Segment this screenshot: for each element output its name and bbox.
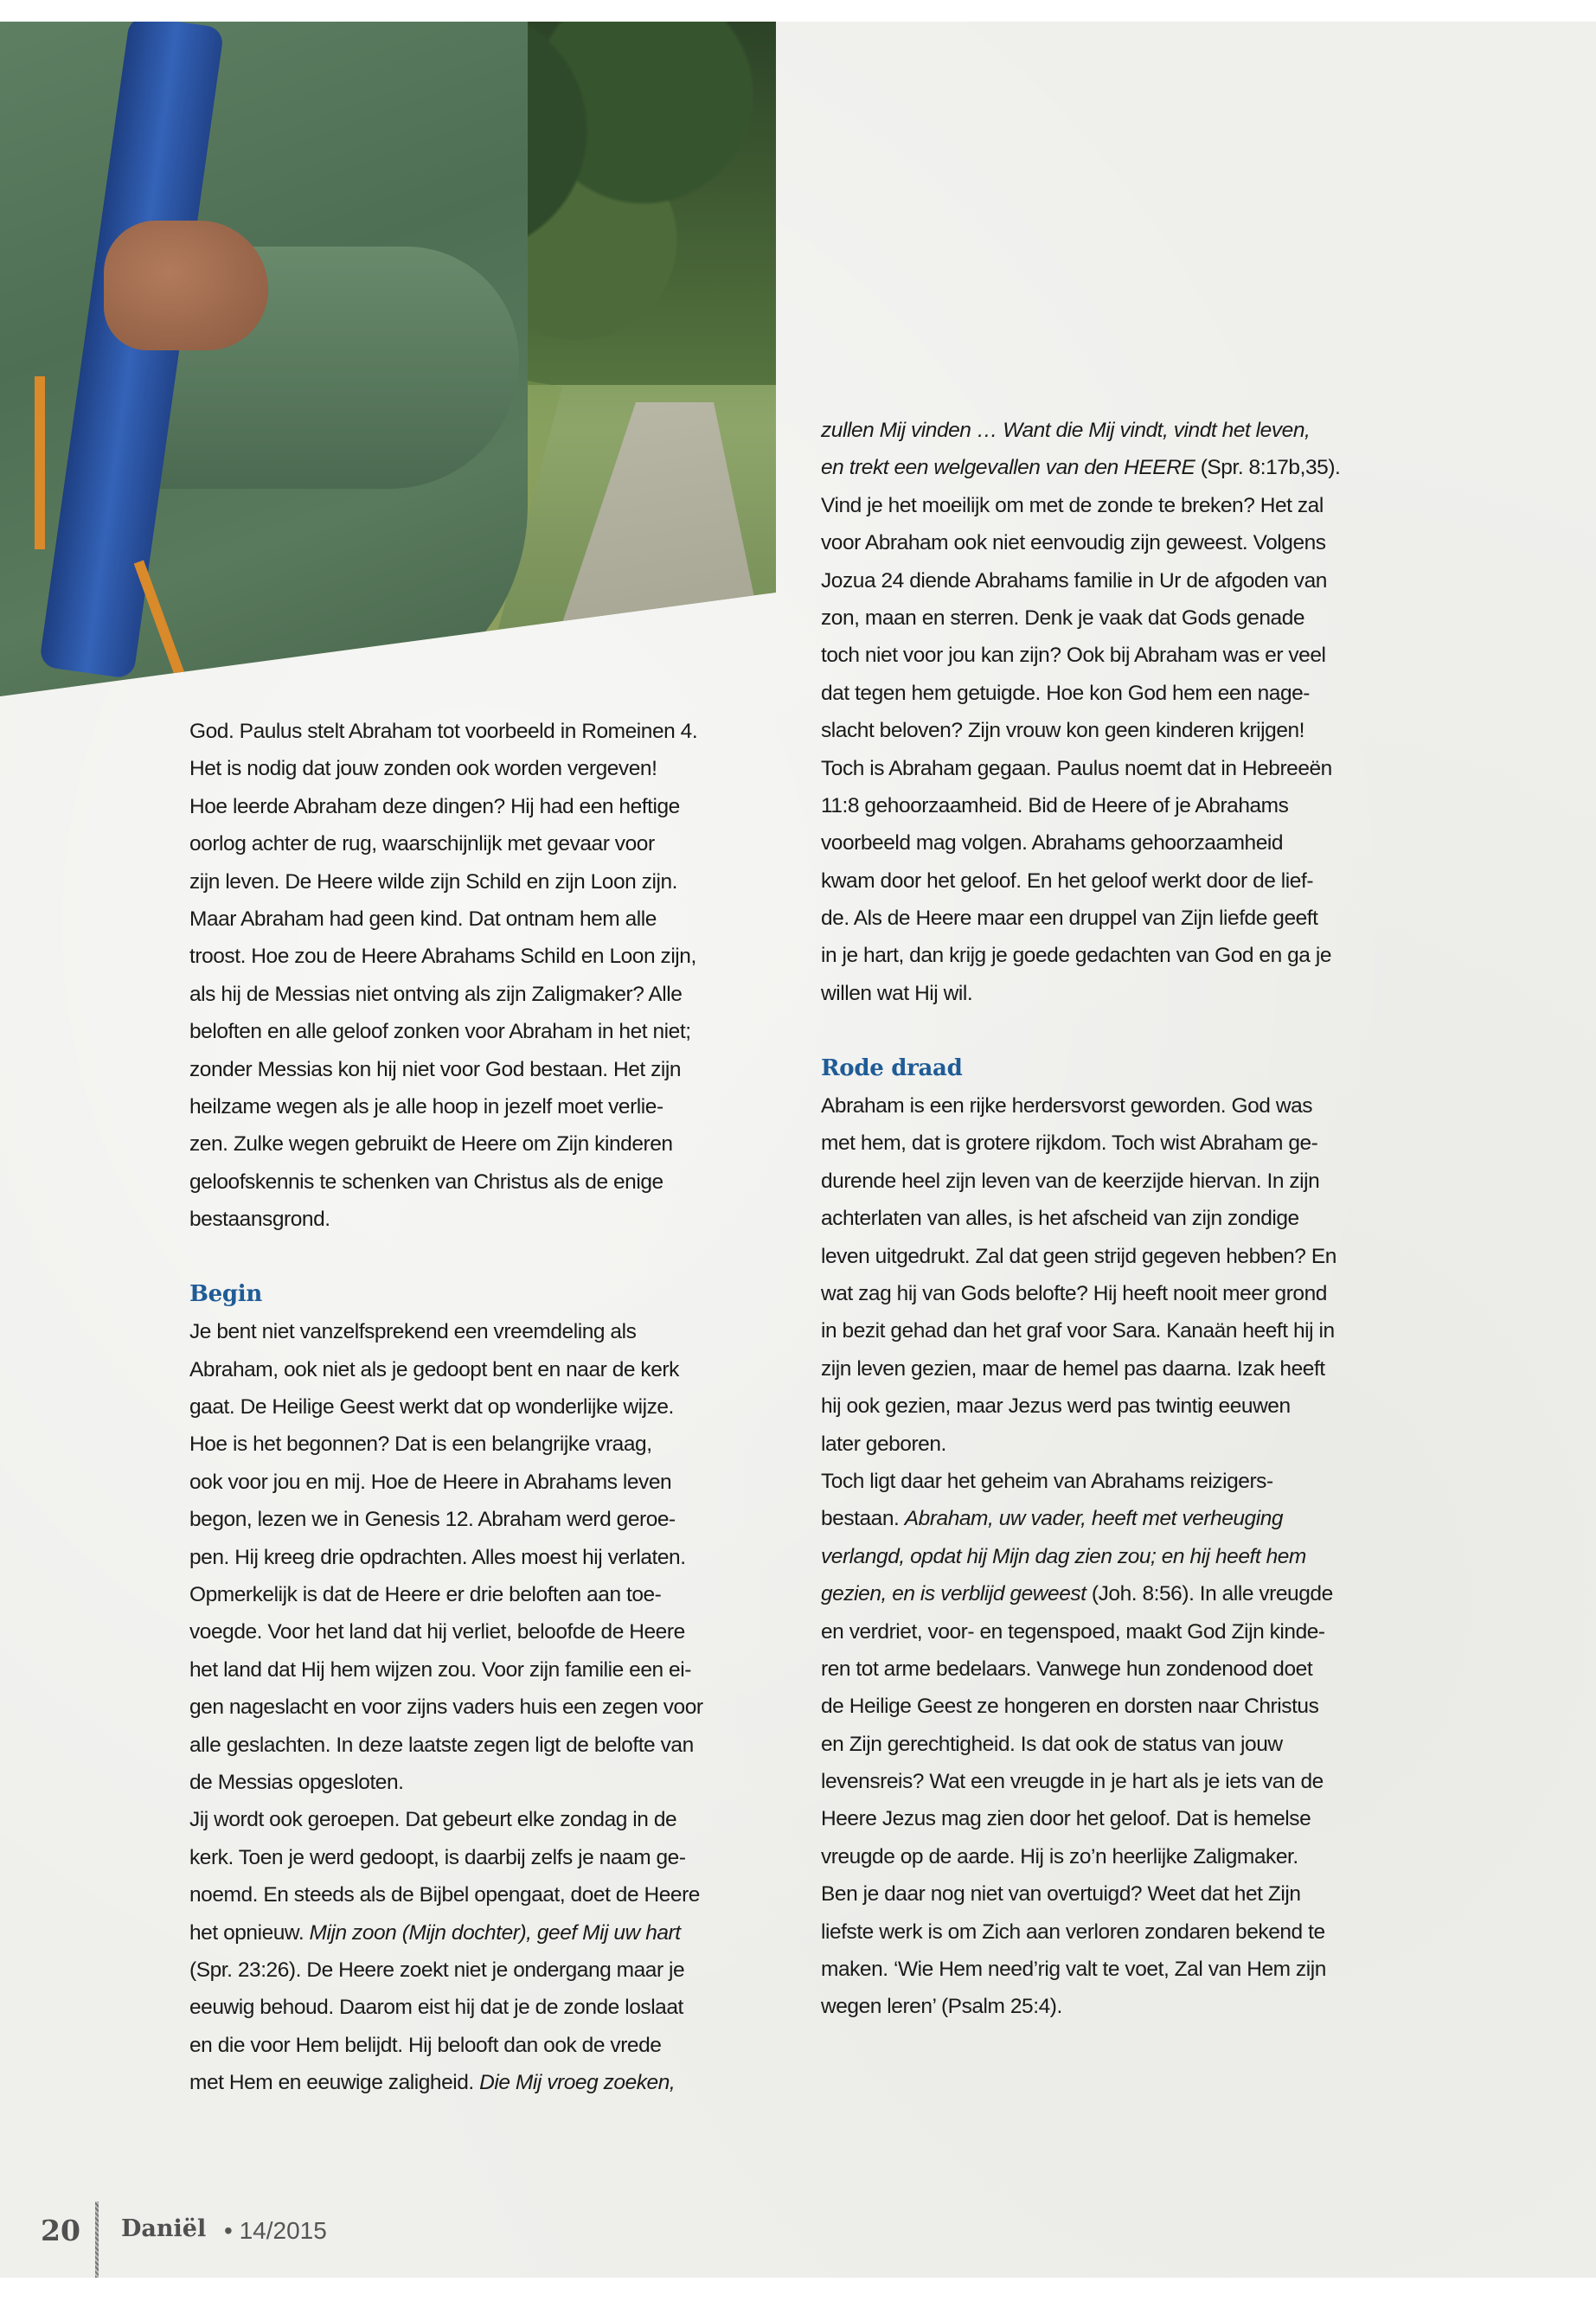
text-line: voor Abraham ook niet eenvoudig zijn geweest. Volgens [821,531,1326,555]
text-segment: bestaan. [821,1507,905,1531]
text-line: begon, lezen we in Genesis 12. Abraham werd geroe- [189,1508,676,1532]
text-line [189,2064,703,2101]
text-segment: (Joh. 8:56). In alle vreugde [1086,1582,1333,1606]
text-line: toch niet voor jou kan zijn? Ook bij Abraham was er veel [821,644,1326,668]
text-line: Jij wordt ook geroepen. Dat gebeurt elke zondag in de [189,1808,677,1832]
text-line: ren tot arme bedelaars. Vanwege hun zondenood doet [821,1657,1313,1681]
text-line: Abraham, ook niet als je gedoopt bent en naar de kerk [189,1357,679,1381]
text-line: als hij de Messias niet ontving als zijn Zaligmaker? Alle [189,982,683,1006]
text-line: leven uitgedrukt. Zal dat geen strijd gegeven hebben? En [821,1244,1336,1268]
text-line: gaat. De Heilige Geest werkt dat op wonderlijke wijze. [189,1395,674,1420]
text-line: Het is nodig dat jouw zonden ook worden vergeven! [189,757,657,781]
blank-line [189,1238,703,1275]
quote-italic: Mijn zoon (Mijn dochter), geef Mij uw hart [309,1920,681,1945]
text-line: geloofskennis te schenken van Christus als de enige [189,1170,663,1194]
text-segment: het opnieuw. [189,1920,310,1945]
text-line: durende heel zijn leven van de keerzijde hiervan. In zijn [821,1169,1320,1193]
left-text-column [189,713,703,2101]
quote-italic: verlangd, opdat hij Mijn dag zien zou; en hij heeft hem [821,1544,1306,1568]
text-line: dat tegen hem getuigde. Hoe kon God hem een nage- [821,681,1311,705]
hand [104,221,268,350]
text-line: Maar Abraham had geen kind. Dat ontnam hem alle [189,907,657,931]
quote-italic: en trekt een welgevallen van den HEERE [821,456,1195,480]
text-line: gen nageslacht en voor zijns vaders huis een zegen voor [189,1695,703,1720]
text-line [821,1538,1340,1575]
text-line: slacht beloven? Zijn vrouw kon geen kinderen krijgen! [821,719,1305,743]
text-line: zon, maan en sterren. Denk je vaak dat Gods genade [821,606,1305,630]
text-segment: met Hem en eeuwige zaligheid. [189,2071,480,2095]
text-line: beloften en alle geloof zonken voor Abraham in het niet; [189,1020,691,1044]
zipper [35,376,45,549]
text-line: Toch ligt daar het geheim van Abrahams reizigers- [821,1469,1273,1493]
section-heading: Rode draad [821,1054,963,1081]
text-line [821,412,1340,449]
text-line: Hoe leerde Abraham deze dingen? Hij had een heftige [189,794,680,818]
text-line: met hem, dat is grotere rijkdom. Toch wist Abraham ge- [821,1131,1318,1156]
text-line: wat zag hij van Gods belofte? Hij heeft nooit meer grond [821,1281,1327,1305]
text-line: bestaansgrond. [189,1208,330,1232]
text-line: en die voor Hem belijdt. Hij belooft dan ook de vrede [189,2033,662,2057]
text-line: het land dat Hij hem wijzen zou. Voor zijn familie een ei- [189,1657,691,1682]
text-line: kerk. Toen je werd gedoopt, is daarbij zelfs je naam ge- [189,1845,686,1869]
text-line: zijn leven. De Heere wilde zijn Schild en zijn Loon zijn. [189,869,678,894]
text-line: voegde. Voor het land dat hij verliet, beloofde de Heere [189,1620,685,1644]
text-line: willen wat Hij wil. [821,981,973,1005]
text-line: alle geslachten. In deze laatste zegen ligt de belofte van [189,1733,694,1757]
text-line: kwam door het geloof. En het geloof werkt door de lief- [821,868,1314,893]
text-line: liefste werk is om Zich aan verloren zondaren bekend te [821,1920,1325,1944]
issue-number: • 14/2015 [224,2217,327,2244]
text-line: zonder Messias kon hij niet voor God bestaan. Het zijn [189,1057,682,1081]
text-line: voorbeeld mag volgen. Abrahams gehoorzaamheid [821,831,1284,856]
text-line: Je bent niet vanzelfsprekend een vreemdeling als [189,1320,637,1344]
blank-line [821,1012,1340,1049]
text-line [189,1914,703,1952]
text-line: God. Paulus stelt Abraham tot voorbeeld in Romeinen 4. [189,720,698,743]
text-line: in bezit gehad dan het graf voor Sara. Kanaän heeft hij in [821,1319,1335,1343]
text-line: hij ook gezien, maar Jezus werd pas twintig eeuwen [821,1394,1291,1419]
hiker-photo [0,22,776,698]
magazine-name: Daniël [121,2215,207,2242]
text-line: zen. Zulke wegen gebruikt de Heere om Zijn kinderen [189,1132,673,1157]
text-line: levensreis? Wat een vreugde in je hart als je iets van de [821,1770,1324,1794]
text-line [821,1575,1340,1612]
text-line: in je hart, dan krijg je goede gedachten van God en ga je [821,944,1332,968]
quote-italic: Die Mij vroeg zoeken, [479,2071,676,2095]
text-line: zijn leven gezien, maar de hemel pas daarna. Izak heeft [821,1356,1325,1381]
text-line: vreugde op de aarde. Hij is zo’n heerlijke Zaligmaker. [821,1844,1298,1868]
quote-italic: gezien, en is verblijd geweest [821,1582,1086,1606]
text-line: pen. Hij kreeg drie opdrachten. Alles moest hij verlaten. [189,1545,686,1569]
quote-italic: Abraham, uw vader, heeft met verheuging [904,1507,1284,1531]
text-line: Toch is Abraham gegaan. Paulus noemt dat in Hebreeën [821,756,1332,780]
text-line: Jozua 24 diende Abrahams familie in Ur de afgoden van [821,568,1327,593]
text-line: Abraham is een rijke herdersvorst geworden. God was [821,1094,1313,1118]
footer-divider [95,2202,99,2278]
text-line [821,1500,1340,1537]
text-segment: (Spr. 8:17b,35). [1195,456,1341,480]
right-text-column [821,412,1340,2026]
text-line: Ben je daar nog niet van overtuigd? Weet dat het Zijn [821,1882,1301,1907]
text-line: Opmerkelijk is dat de Heere er drie beloften aan toe- [189,1582,662,1606]
quote-italic: zullen Mij vinden … Want die Mij vindt, vindt het leven, [821,419,1311,442]
text-line: troost. Hoe zou de Heere Abrahams Schild en Loon zijn, [189,945,696,969]
text-line: (Spr. 23:26). De Heere zoekt niet je ondergang maar je [189,1958,685,1982]
page-footer [0,2202,519,2271]
text-line: oorlog achter de rug, waarschijnlijk met gevaar voor [189,832,655,856]
text-line: maken. ‘Wie Hem need’rig valt te voet, Zal van Hem zijn [821,1958,1326,1982]
text-line: de Messias opgesloten. [189,1770,404,1794]
text-line: en Zijn gerechtigheid. Is dat ook de status van jouw [821,1732,1283,1756]
text-line: Vind je het moeilijk om met de zonde te breken? Het zal [821,493,1324,517]
page-number: 20 [41,2214,80,2247]
text-line: noemd. En steeds als de Bijbel opengaat, doet de Heere [189,1883,700,1907]
text-line: 11:8 gehoorzaamheid. Bid de Heere of je Abrahams [821,793,1289,817]
text-line: de Heilige Geest ze hongeren en dorsten naar Christus [821,1695,1319,1719]
text-line: Heere Jezus mag zien door het geloof. Dat is hemelse [821,1807,1311,1831]
text-line: Hoe is het begonnen? Dat is een belangrijke vraag, [189,1433,652,1457]
text-line: later geboren. [821,1432,946,1456]
text-line: de. Als de Heere maar een druppel van Zijn liefde geeft [821,907,1318,931]
text-line: heilzame wegen als je alle hoop in jezelf moet verlie- [189,1094,663,1118]
section-heading: Begin [189,1280,262,1307]
text-line: ook voor jou en mij. Hoe de Heere in Abrahams leven [189,1470,672,1494]
text-line: achterlaten van alles, is het afscheid van zijn zondige [821,1207,1299,1231]
text-line: eeuwig behoud. Daarom eist hij dat je de zonde loslaat [189,1996,683,2020]
text-line: wegen leren’ (Psalm 25:4). [821,1995,1062,2019]
text-line: en verdriet, voor- en tegenspoed, maakt God Zijn kinde- [821,1619,1325,1644]
text-line [821,449,1340,486]
